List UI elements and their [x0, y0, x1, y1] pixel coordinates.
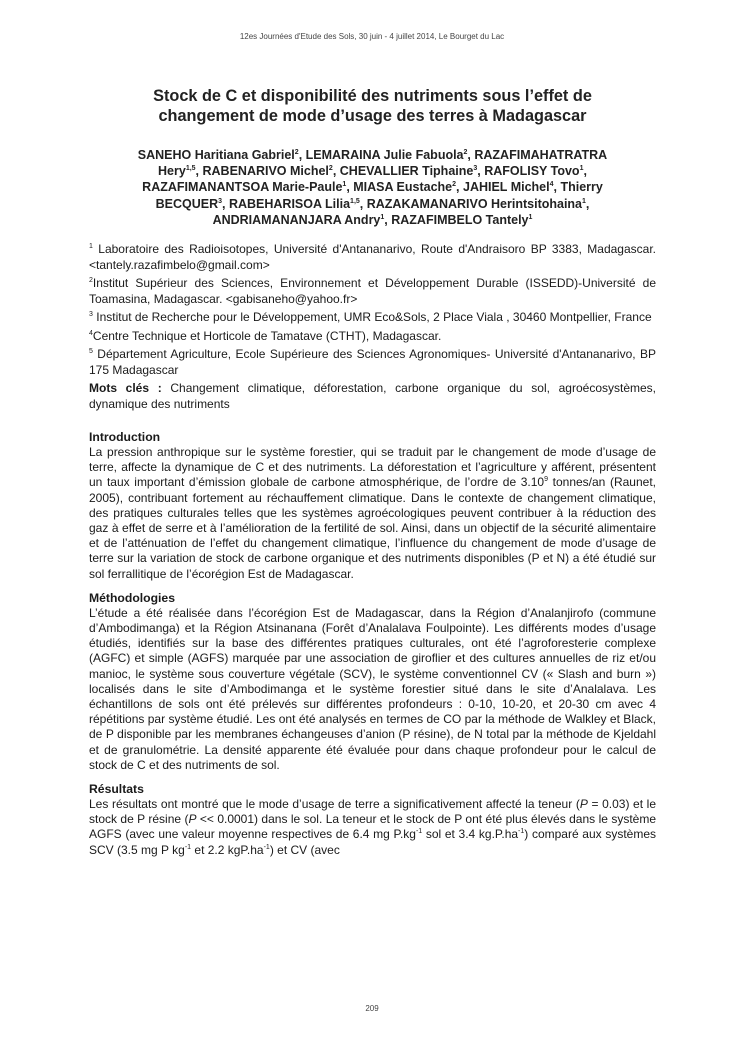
author-name: ,	[583, 164, 587, 179]
affiliation-2: $^2$Institut Supérieur des Sciences, Environnement et Développement Durable (ISSEDD)-Université de Toamasina, Madagascar. <gabisaneho@yahoo.fr>	[89, 276, 656, 307]
author-affiliation-index: 2	[328, 165, 333, 173]
section-title: Résultats	[89, 782, 144, 797]
keywords	[89, 380, 656, 412]
author-affiliation-index: 2	[294, 148, 299, 156]
keywords-text: Changement climatique, déforestation, carbone organique du sol, agroécosystèmes, dynamique des nutriments	[89, 380, 657, 411]
author-name: , RAFOLISY Tovo	[477, 164, 580, 179]
author-name: , LEMARAINA Julie Fabuola	[298, 148, 464, 162]
affiliation-3: $^3$ Institut de Recherche pour le Développement, UMR Eco&Sols, 2 Place Viala , 30460 Montpellier, France	[89, 310, 652, 325]
author-name: , RAZAFIMBELO Tantely	[384, 212, 529, 227]
affiliation-1: $^1$ Laboratoire des Radioisotopes, Université d'Antananarivo, Route d'Andraisoro BP 3383, Madagascar. <tantely.razafimbelo@gmail.com>	[89, 242, 656, 273]
author-name: ANDRIAMANANJARA Andry	[212, 212, 381, 227]
section-methodologies	[89, 590, 656, 773]
author-affiliation-index: 1	[528, 213, 533, 221]
section-body: La pression anthropique sur le système forestier, qui se traduit par le changement de mode d’usage de terre, affecte la dynamique de C et des nutriments. La déforestation et l’agriculture y afférent, présentent un taux important d’émission globale de carbone atmosphérique, de l’ordre de 3.10$^9$ tonnes/an (Raunet, 2005), contribuant fortement au réchauffement climatique. Dans le contexte de changement climatique, des pratiques culturales telles que les systèmes agroécologiques peuvent contribuer à la réduction des gaz à effet de serre et à l’amélioration de la fertilité de sol. Ainsi, dans un objectif de la sécurité alimentaire et de l’atténuation de l’effet du changement climatique, l’influence du changement de mode d’usage de terre sur la variation de stock de carbone organique et des nutriments disponibles (P et N) a été étudié sur sol ferrallitique de l’écorégion Est de Madagascar.	[89, 444, 656, 581]
author-affiliation-index: 3	[473, 165, 478, 173]
author-name: RAZAFIMANANTSOA Marie-Paule	[142, 180, 343, 195]
author-name: , RAZAFIMAHATRATRA	[467, 148, 608, 162]
author-name: , RABEHARISOA Lilia	[222, 196, 351, 211]
page-content	[89, 86, 656, 858]
author-affiliation-index: 1	[342, 181, 347, 189]
author-name: , JAHIEL Michel	[456, 180, 550, 195]
affiliations	[89, 241, 656, 378]
author-affiliation-index: 4	[549, 181, 554, 189]
section-title: Méthodologies	[89, 590, 175, 605]
author-affiliation-index: 3	[218, 197, 223, 205]
author-affiliation-index: 1,5	[185, 165, 196, 173]
section-body: Les résultats ont montré que le mode d’usage de terre a significativement affecté la teneur (P = 0.03) et le stock de P résine (P << 0.0001) dans le sol. La teneur et le stock de P ont été plus élevés dans le système AGFS (avec une valeur moyenne respectives de 6.4 mg $P.kg^{-1}$ sol et 3.4 $kg.P.ha^{-1}$) comparé aux systèmes SCV (3.5 mg P $kg^{-1}$ et 2.2 $kgP.ha^{-1}$) et CV (avec	[89, 797, 656, 857]
section-title: Introduction	[89, 429, 161, 444]
author-affiliation-index: 1,5	[350, 197, 360, 205]
author-line	[89, 163, 656, 179]
section-introduction	[89, 429, 656, 582]
section-resultats	[89, 781, 656, 858]
author-name: , MIASA Eustache	[346, 180, 453, 195]
section-body: L’étude a été réalisée dans l’écorégion Est de Madagascar, dans la Région d’Analanjirofo (commune d’Ambodimanga) et la Région Atsinanana (Forêt d’Analalava Foulpointe). Les différents modes d’usage étudiés, identifiés sur la base des différentes pratiques culturales, ont été l’agroforesterie complexe (AGFC) et simple (AGFS) marquée par une association de giroflier et des cultures annuelles de riz et/ou manioc, le système sous couverture végétale (SCV), le système conventionnel CV (« Slash and burn ») localisés dans le site d’Ambodimanga et le système forestier situé dans le site d’Analalava. Les échantillons de sols ont été prélevés sur différentes profondeurs : 0-10, 10-20, et 20-30 cm avec 4 répétitions par système étudié. Les ont été analysés en termes de CO par la méthode de Walkley et Black, de P disponible par les membranes échangeuses d’anion (P résine), de N total par la méthode de Kjeldahl et de granulométrie. La densité apparente été évaluée pour dans chaque profondeur pour le calcul de stock de C et des nutriments de sol.	[89, 605, 656, 772]
author-affiliation-index: 1	[380, 213, 385, 221]
author-name: BECQUER	[155, 196, 219, 211]
keywords-label: Mots clés :	[89, 380, 162, 395]
author-name: , RABENARIVO Michel	[195, 164, 329, 179]
paper-title: Stock de C et disponibilité des nutriments sous l’effet de changement de mode d’usage des terres à Madagascar	[153, 87, 592, 125]
author-list	[89, 147, 656, 228]
author-name: ,	[585, 196, 590, 211]
affiliation-5: $^5$ Département Agriculture, Ecole Supérieure des Sciences Agronomiques- Université d'Antananarivo, BP 175 Madagascar	[89, 346, 656, 377]
author-line	[89, 147, 656, 163]
author-name: Hery	[158, 164, 186, 179]
author-name: , Thierry	[553, 180, 603, 195]
running-header: 12es Journées d'Etude des Sols, 30 juin - 4 juillet 2014, Le Bourget du Lac	[239, 32, 505, 41]
author-name: , CHEVALLIER Tiphaine	[332, 164, 474, 179]
author-affiliation-index: 2	[463, 148, 468, 156]
author-name: SANEHO Haritiana Gabriel	[137, 148, 295, 162]
author-affiliation-index: 2	[452, 181, 457, 189]
page-number: 209	[365, 1004, 379, 1013]
author-line	[89, 212, 656, 228]
author-line	[89, 179, 656, 195]
author-affiliation-index: 1	[579, 165, 584, 173]
author-line	[89, 196, 656, 212]
affiliation-4: $^4$Centre Technique et Horticole de Tamatave (CTHT), Madagascar.	[89, 328, 442, 343]
author-affiliation-index: 1	[582, 197, 586, 205]
author-name: , RAZAKAMANARIVO Herintsitohaina	[359, 196, 583, 211]
